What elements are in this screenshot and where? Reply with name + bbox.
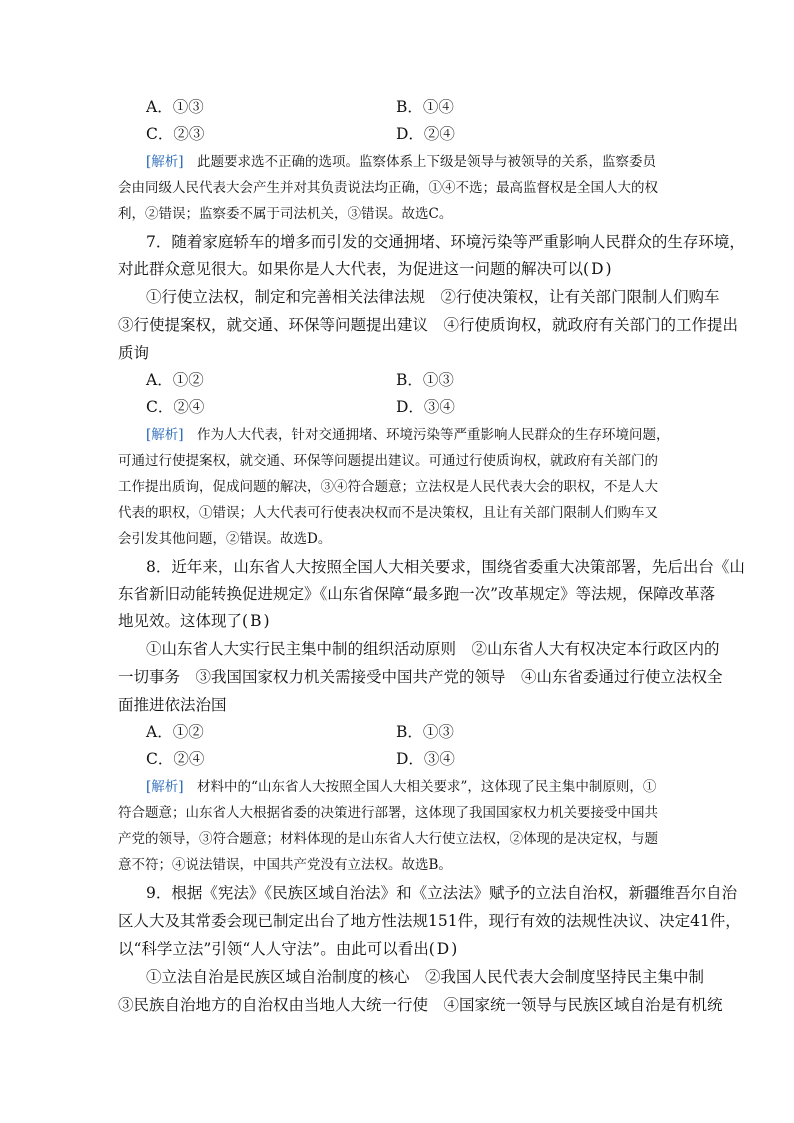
q7-explanation-line-2: 可通过行使提案权，就交通、环保等问题提出建议。可通过行使质询权，就政府有关部门的 — [118, 453, 658, 469]
q7-item-line-3: 质询 — [118, 344, 150, 362]
q9-item-line-1: ①立法自治是民族区域自治制度的核心 ②我国人民代表大会制度坚持民主集中制 — [146, 968, 705, 986]
q8-stem-line-1: 8．近年来，山东省人大按照全国人大相关要求，围绕省委重大决策部署，先后出台《山 — [146, 558, 745, 576]
q8-explanation-line-4: 意不符；④说法错误，中国共产党没有立法权。故选B。 — [118, 857, 452, 873]
q8-option-b: B．①③ — [396, 723, 454, 741]
q8-explanation-line-2: 符合题意；山东省人大根据省委的决策进行部署，这体现了我国国家权力机关要接受中国共 — [118, 805, 658, 821]
q7-explanation-line-4: 代表的职权，①错误；人大代表可行使表决权而不是决策权，且让有关部门限制人们购车又 — [118, 505, 658, 521]
q6-option-c: C．②③ — [146, 125, 205, 143]
q9-stem-line-3: 以“科学立法”引领“人人守法”。由此可以看出( D ) — [118, 940, 458, 958]
q8-item-line-3: 面推进依法治国 — [118, 696, 227, 714]
q6-explain-tag: [解析] — [146, 154, 184, 170]
q7-option-a: A．①② — [146, 371, 204, 389]
q8-explanation-line-3: 产党的领导，③符合题意；材料体现的是山东省人大行使立法权，②体现的是决定权，与题 — [118, 831, 658, 847]
q7-answer: D — [591, 260, 604, 278]
q7-item-line-2: ③行使提案权，就交通、环保等问题提出建议 ④行使质询权，就政府有关部门的工作提出 — [118, 316, 739, 334]
q9-item-line-2: ③民族自治地方的自治权由当地人大统一行使 ④国家统一领导与民族区域自治是有机统 — [118, 996, 723, 1014]
q7-stem-line-2: 对此群众意见很大。如果你是人大代表，为促进这一问题的解决可以( D ) — [118, 260, 612, 278]
q7-option-c: C．②④ — [146, 398, 205, 416]
q9-stem-line-1: 9．根据《宪法》《民族区域自治法》和《立法法》赋予的立法自治权，新疆维吾尔自治 — [146, 884, 738, 902]
q8-option-c: C．②④ — [146, 750, 205, 768]
q8-explain-tag: [解析] — [146, 779, 184, 795]
q8-stem-line-3: 地见效。这体现了( B ) — [118, 612, 270, 630]
q8-item-line-2: 一切事务 ③我国国家权力机关需接受中国共产党的领导 ④山东省委通过行使立法权全 — [118, 668, 723, 686]
q7-explain-tag: [解析] — [146, 427, 184, 443]
q8-item-line-1: ①山东省人大实行民主集中制的组织活动原则 ②山东省人大有权决定本行政区内的 — [146, 640, 720, 658]
q9-answer: D — [436, 940, 450, 958]
q6-explanation-line-2: 会由同级人民代表大会产生并对其负责说法均正确，①④不选；最高监督权是全国人大的权 — [118, 180, 658, 196]
q6-option-d: D．②④ — [396, 125, 455, 143]
q7-explanation-line-3: 工作提出质询，促成问题的解决，③④符合题意；立法权是人民代表大会的职权，不是人大 — [118, 479, 658, 495]
q6-option-a: A．①③ — [146, 98, 204, 116]
q7-item-line-1: ①行使立法权，制定和完善相关法律法规 ②行使决策权，让有关部门限制人们购车 — [146, 288, 720, 306]
q7-explanation-line-1: [解析] 作为人大代表，针对交通拥堵、环境污染等严重影响人民群众的生存环境问题， — [146, 427, 670, 443]
q8-option-d: D．③④ — [396, 750, 455, 768]
q6-option-b: B．①④ — [396, 98, 454, 116]
q7-option-b: B．①③ — [396, 371, 454, 389]
q8-stem-line-2: 东省新旧动能转换促进规定》《山东省保障“最多跑一次”改革规定》等法规，保障改革落 — [118, 585, 716, 603]
q8-answer: B — [250, 612, 262, 630]
q8-explanation-line-1: [解析] 材料中的“山东省人大按照全国人大相关要求”，这体现了民主集中制原则，① — [146, 779, 657, 795]
q6-explanation-line-1: [解析] 此题要求选不正确的选项。监察体系上下级是领导与被领导的关系，监察委员 — [146, 154, 657, 170]
q7-explanation-line-5: 会引发其他问题，②错误。故选D。 — [118, 531, 332, 547]
q6-explanation-line-3: 利，②错误；监察委不属于司法机关，③错误。故选C。 — [118, 206, 453, 222]
q8-option-a: A．①② — [146, 723, 204, 741]
q9-stem-line-2: 区人大及其常委会现已制定出台了地方性法规151件，现行有效的法规性决议、决定41件， — [118, 912, 741, 930]
q7-option-d: D．③④ — [396, 398, 455, 416]
q7-stem-line-1: 7．随着家庭轿车的增多而引发的交通拥堵、环境污染等严重影响人民群众的生存环境， — [146, 233, 745, 251]
